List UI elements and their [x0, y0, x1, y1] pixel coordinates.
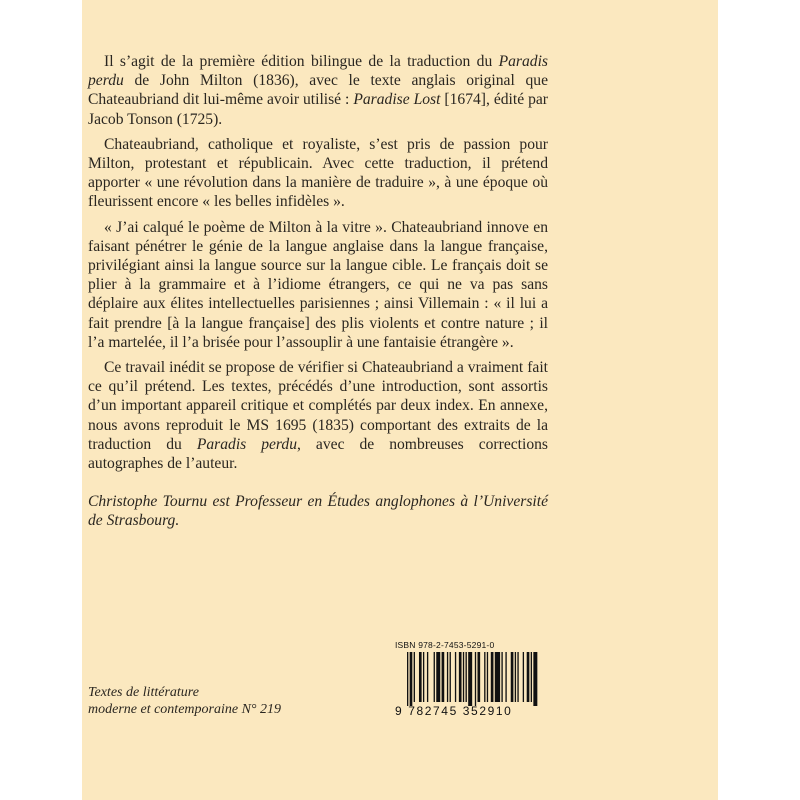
barcode-bar	[468, 652, 472, 706]
series-line-2: moderne et contemporaine N° 219	[88, 702, 282, 717]
barcode-bar	[442, 652, 445, 702]
barcode-bar	[407, 652, 408, 706]
barcode-bar	[515, 652, 516, 702]
isbn-barcode	[395, 640, 542, 718]
author-note: Christophe Tournu est Professeur en Études anglophones à l’Université de Strasbourg.	[88, 493, 548, 530]
series-info	[88, 684, 338, 718]
barcode-bar	[427, 652, 428, 702]
paragraph	[88, 135, 548, 212]
paragraph	[88, 358, 548, 473]
series-line-1: Textes de littérature	[88, 685, 199, 700]
barcode-bar	[523, 652, 524, 702]
paragraph	[88, 52, 548, 129]
barcode-bar	[531, 652, 532, 702]
italic-title: Paradis perdu	[196, 435, 298, 453]
barcode-bar	[527, 652, 530, 702]
italic-title: Paradis perdu	[88, 53, 548, 90]
barcode-bar	[477, 652, 480, 702]
isbn-label: ISBN 978-2-7453-5291-0	[395, 640, 495, 650]
barcode-bar	[484, 652, 485, 702]
text-run: « J’ai calqué le poème de Milton à la vitre ». Chateaubriand innove en faisant pénétrer le génie de la langue anglaise dans la langue française, privilégiant ainsi la langue source sur la langue cible. Le français doit se plier à la grammaire et à l’idiome étrangers, ce qui ne va pas sans déplaire aux élites intellectuelles parisiennes ; ainsi Villemain : « il lui a fait prendre [à la langue française] des plis violents et contre nature ; il l’a martelée, il l’a brisée pour l’assouplir à une fantaisie étrangère ».	[88, 218, 548, 351]
barcode-bar	[533, 652, 537, 706]
barcode-bar	[505, 652, 506, 702]
barcode-bar	[487, 652, 488, 702]
italic-title: Paradise Lost	[353, 91, 441, 109]
blurb-text	[88, 52, 548, 479]
barcode-bar	[410, 652, 413, 706]
barcode-bar	[495, 652, 500, 702]
barcode-bar	[436, 652, 440, 702]
barcode-bar	[434, 652, 435, 702]
barcode-bar	[463, 652, 464, 702]
barcode-digits: 9 782745 352910	[395, 704, 513, 718]
barcode-bar	[447, 652, 448, 702]
barcode-bar	[423, 652, 424, 702]
barcode-bar	[459, 652, 462, 702]
barcode-bar	[491, 652, 494, 702]
barcode-bar	[414, 652, 415, 702]
text-run: [1674], édité par Jacob Tonson (1725).	[88, 91, 549, 128]
text-run: Ce travail inédit se propose de vérifier si Chateaubriand a vraiment fait ce qu’il prétend. Les textes, précédés d’une introduction, sont assortis d’un important appareil critique et complétés par deux index. En annexe, nous avons reproduit le MS 1695 (1835) comportant des extraits de la traduction du	[88, 359, 548, 453]
barcode-bar	[419, 652, 422, 702]
barcode-bar	[511, 652, 514, 702]
paragraph	[88, 218, 548, 352]
text-run: , avec de nombreuses corrections autographes de l’auteur.	[88, 435, 548, 473]
text-run: Chateaubriand, catholique et royaliste, s’est pris de passion pour Milton, protestant et républicain. Avec cette traduction, il prétend apporter « une révolution dans la manière de traduire », à une époque où fleurissent encore « les belles infidèles ».	[88, 135, 548, 211]
barcode-bar	[501, 652, 502, 702]
barcode-bar	[517, 652, 518, 702]
barcode-bar	[450, 652, 451, 702]
barcode-bar	[455, 652, 456, 702]
barcode-bar	[466, 652, 467, 702]
barcode-bar	[475, 652, 476, 706]
text-run: Il s’agit de la première édition bilingue de la traduction du	[104, 53, 499, 70]
text-run: de John Milton (1836), avec le texte anglais original que Chateaubriand dit lui-même avoir utilisé :	[88, 72, 548, 109]
